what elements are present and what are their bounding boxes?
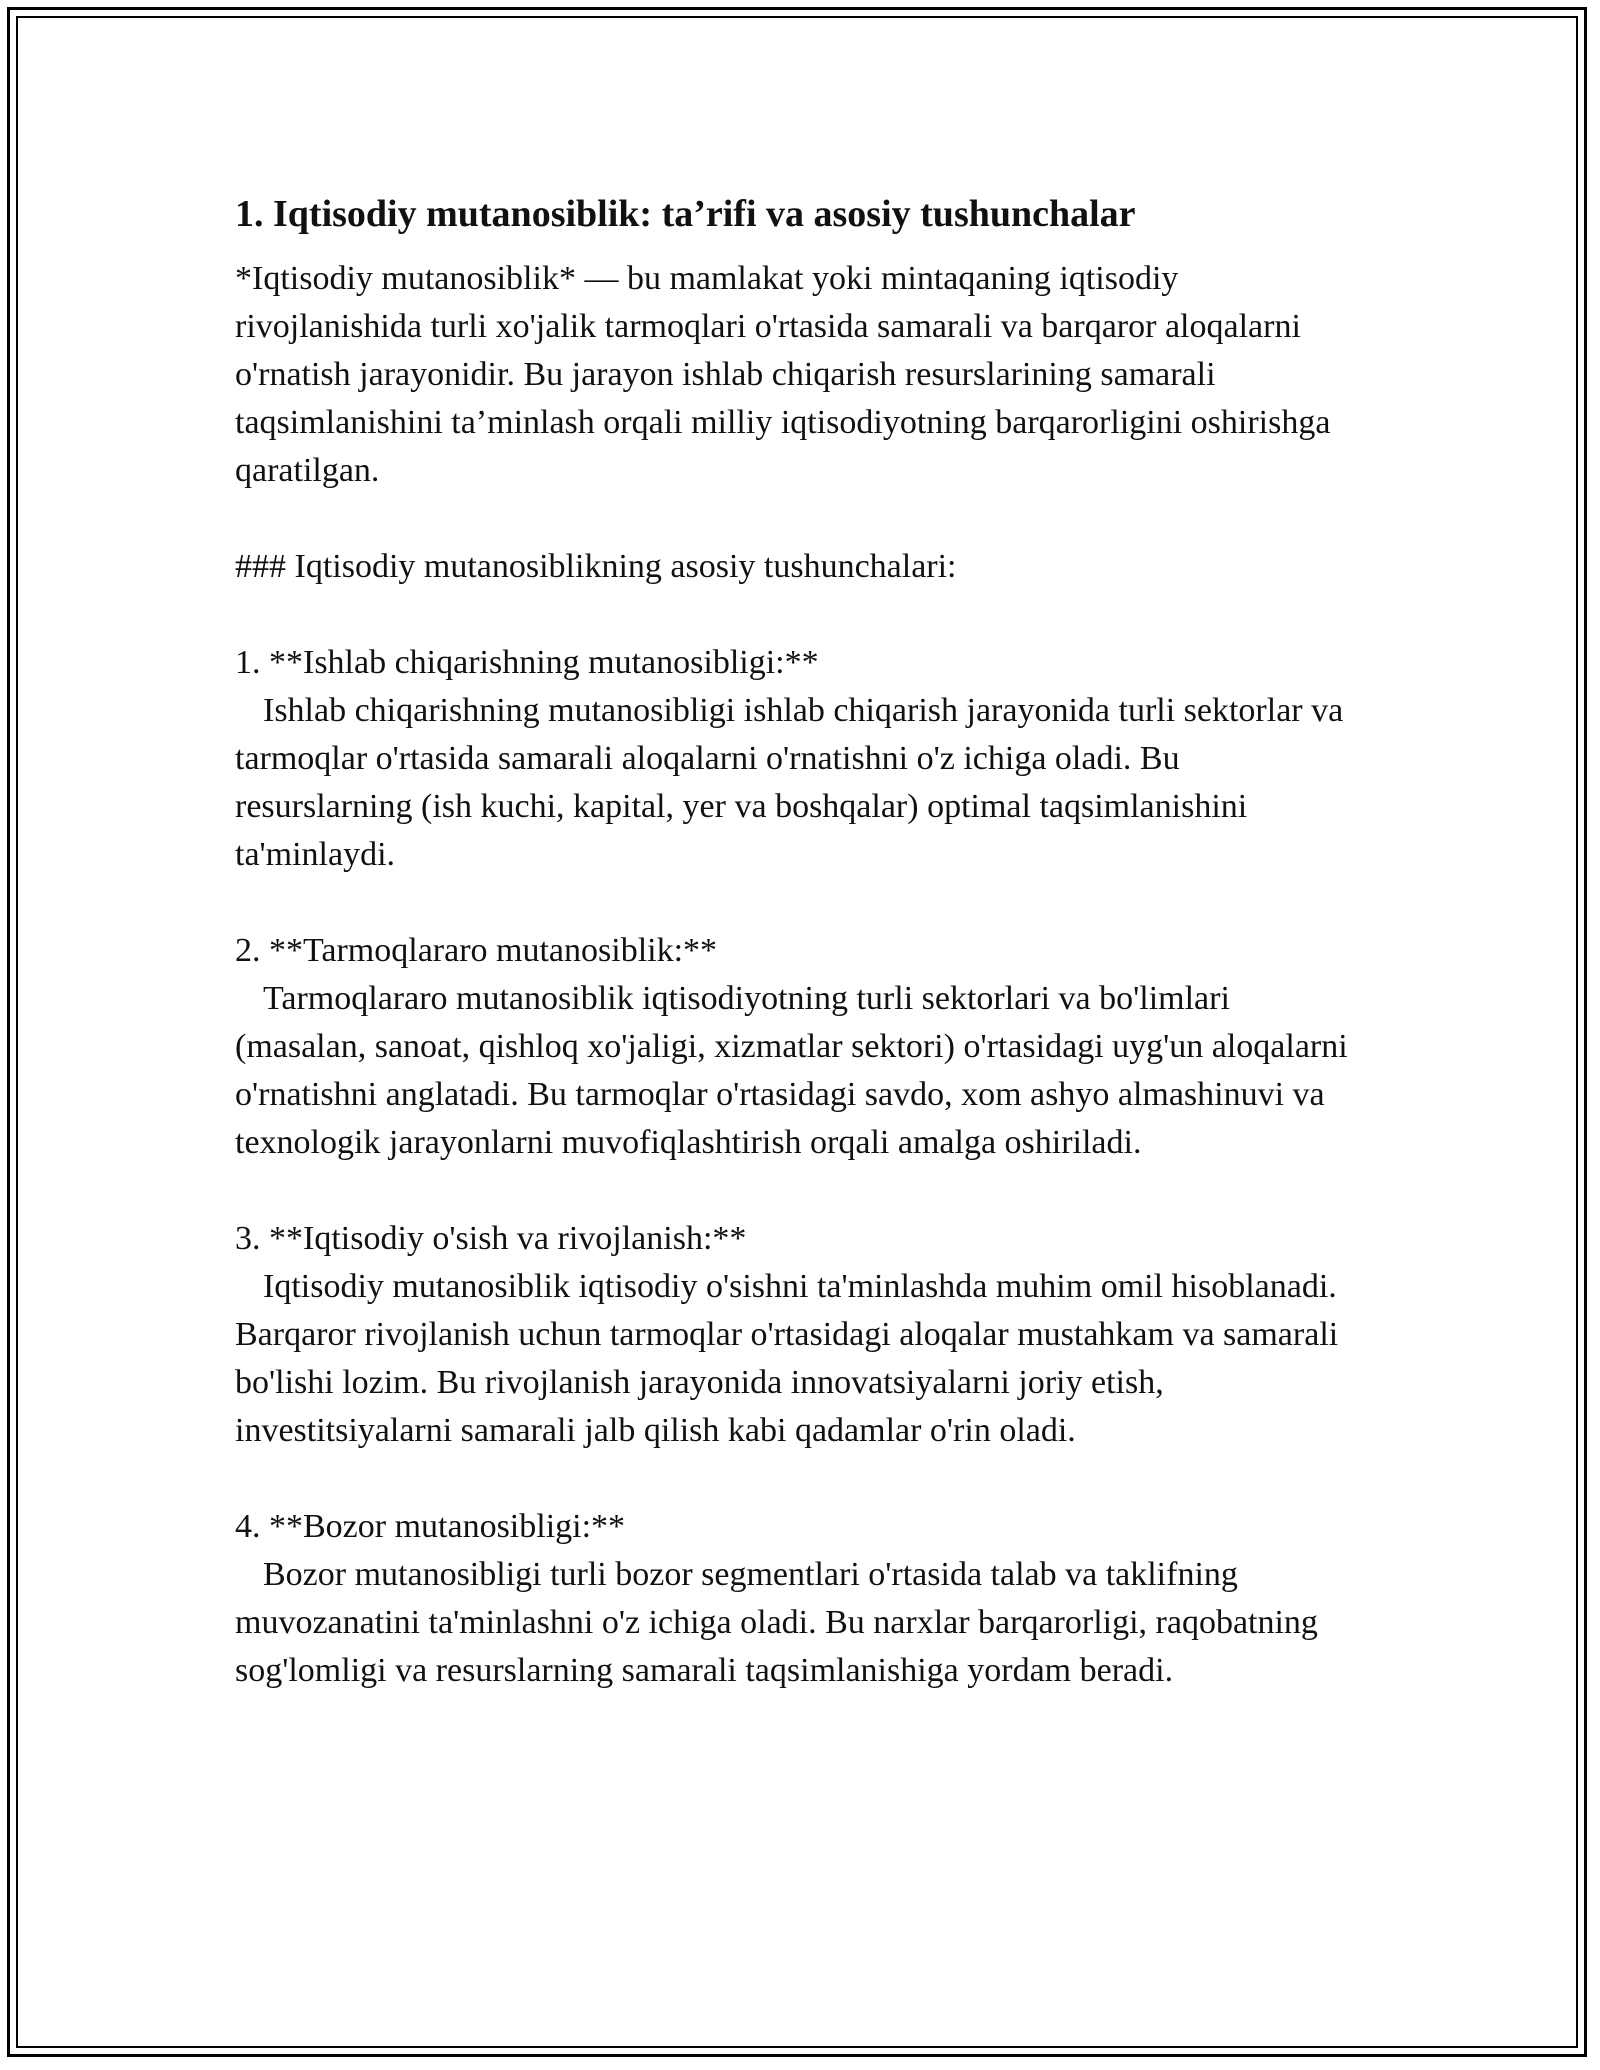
- document-content: [235, 185, 1355, 1695]
- section-subheading: ### Iqtisodiy mutanosiblikning asosiy tushunchalari:: [235, 548, 957, 585]
- intro-paragraph: *Iqtisodiy mutanosiblik* — bu mamlakat yoki mintaqaning iqtisodiy rivojlanishida turli xo'jalik tarmoqlari o'rtasida samarali va barqaror aloqalarni o'rnatish jarayonidir. Bu jarayon ishlab chiqarish resurslarining samarali taqsimlanishini ta’minlash orqali milliy iqtisodiyotning barqarorligini oshirishga qaratilgan.: [235, 260, 1331, 489]
- list-item-body: Tarmoqlararo mutanosiblik iqtisodiyotning turli sektorlari va bo'limlari (masalan, sanoat, qishloq xo'jaligi, xizmatlar sektori) o'rtasidagi uyg'un aloqalarni o'rnatishni anglatadi. Bu tarmoqlar o'rtasidagi savdo, xom ashyo almashinuvi va texnologik jarayonlarni muvofiqlashtirish orqali amalga oshiriladi.: [235, 980, 1348, 1161]
- list-item-body: Ishlab chiqarishning mutanosibligi ishlab chiqarish jarayonida turli sektorlar va tarmoqlar o'rtasida samarali aloqalarni o'rnatishni o'z ichiga oladi. Bu resurslarning (ish kuchi, kapital, yer va boshqalar) optimal taqsimlanishini ta'minlaydi.: [235, 692, 1344, 873]
- list-item: [235, 1215, 1355, 1455]
- list-item: [235, 639, 1355, 879]
- list-item-title: 3. **Iqtisodiy o'sish va rivojlanish:**: [235, 1220, 747, 1257]
- list-item: [235, 1503, 1355, 1695]
- list-item-title: 2. **Tarmoqlararo mutanosiblik:**: [235, 932, 718, 969]
- list-item: [235, 927, 1355, 1167]
- list-item-body: Iqtisodiy mutanosiblik iqtisodiy o'sishni ta'minlashda muhim omil hisoblanadi. Barqaror rivojlanish uchun tarmoqlar o'rtasidagi aloqalar mustahkam va samarali bo'lishi lozim. Bu rivojlanish jarayonida innovatsiyalarni joriy etish, investitsiyalarni samarali jalb qilish kabi qadamlar o'rin oladi.: [235, 1268, 1339, 1449]
- list-item-body: Bozor mutanosibligi turli bozor segmentlari o'rtasida talab va taklifning muvozanatini ta'minlashni o'z ichiga oladi. Bu narxlar barqarorligi, raqobatning sog'lomligi va resurslarning samarali taqsimlanishiga yordam beradi.: [235, 1556, 1318, 1689]
- list-item-title: 1. **Ishlab chiqarishning mutanosibligi:**: [235, 644, 819, 681]
- list-item-title: 4. **Bozor mutanosibligi:**: [235, 1508, 626, 1545]
- document-heading: 1. Iqtisodiy mutanosiblik: ta’rifi va asosiy tushunchalar: [235, 193, 1136, 235]
